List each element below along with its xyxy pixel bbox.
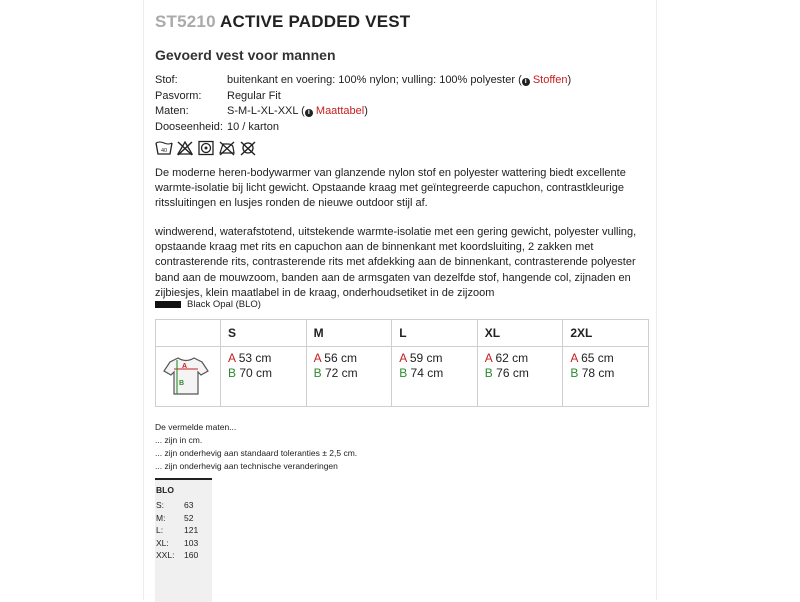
measure-b-label: B	[179, 380, 185, 387]
no-dry-clean-icon	[239, 140, 257, 156]
maattabel-link[interactable]: Maattabel	[315, 105, 365, 117]
quantity-header: BLO	[156, 485, 174, 495]
size-column	[478, 320, 564, 406]
size-column	[563, 320, 648, 406]
size-header: M	[307, 320, 392, 347]
info-icon: i	[305, 109, 313, 117]
spec-row-maten	[155, 104, 571, 120]
quantity-row: L: 121	[156, 525, 199, 536]
info-icon: i	[522, 78, 530, 86]
spec-label: Dooseenheid:	[155, 120, 223, 133]
note-line: ... zijn onderhevig aan technische veranderingen	[155, 461, 338, 471]
color-swatch	[155, 301, 181, 308]
size-header: 2XL	[563, 320, 648, 347]
color-label: Black Opal (BLO)	[187, 299, 261, 310]
size-values: A 53 cm B 70 cm	[228, 351, 273, 380]
size-table	[155, 319, 649, 407]
note-line: ... zijn onderhevig aan standaard toleranties ± 2,5 cm.	[155, 448, 358, 458]
no-iron-icon	[218, 140, 236, 156]
no-bleach-icon	[176, 140, 194, 156]
product-subtitle: Gevoerd vest voor mannen	[155, 47, 336, 63]
spec-label: Pasvorm:	[155, 89, 202, 102]
right-divider	[656, 0, 657, 600]
note-line: ... zijn in cm.	[155, 435, 203, 445]
size-column	[221, 320, 307, 406]
size-notes	[155, 421, 357, 473]
product-features: windwerend, waterafstotend, uitstekende warmte-isolatie met een gering gewicht, polyester vulling, opstaande kraag met rits en capuchon aan de binnenkant met koordsluiting, 2 zakken met contrasterende rits, contrasterende rits met afdekking aan de binnenkant, contrasterende polyester band aan de mouwzoom, banden aan de armsgaten van dezelfde stof, hangende col, zijnaden en zijbiesjes, klein maatlabel in de kraag, onderhoudsetiket in de zijzoom	[155, 226, 637, 299]
size-values: A 65 cm B 78 cm	[570, 351, 615, 380]
spec-label: Maten:	[155, 105, 189, 117]
quantity-row: XXL: 160	[156, 550, 199, 561]
measure-a-label: A	[182, 363, 188, 370]
spec-value: 10 / karton	[227, 120, 279, 133]
spec-value: buitenkant en voering: 100% nylon; vulling: 100% polyester ( i Stoffen)	[227, 74, 572, 86]
note-line: De vermelde maten...	[155, 422, 237, 432]
product-code: ST5210	[155, 12, 216, 31]
quantity-row: S: 63	[156, 500, 194, 511]
spec-value: Regular Fit	[227, 89, 281, 102]
size-values: A 59 cm B 74 cm	[399, 351, 444, 380]
left-divider	[143, 0, 144, 600]
size-column	[307, 320, 393, 406]
size-header: L	[392, 320, 477, 347]
right-margin	[657, 0, 800, 600]
spec-value: S-M-L-XL-XXL ( i Maattabel)	[227, 105, 368, 117]
tshirt-measurement-icon	[162, 354, 210, 398]
spec-row-dooseenheid	[155, 120, 571, 136]
color-option	[155, 299, 261, 310]
quantity-row: XL: 103	[156, 537, 199, 548]
spec-list	[155, 73, 571, 135]
size-values: A 62 cm B 76 cm	[484, 351, 529, 380]
product-description: De moderne heren-bodywarmer van glanzende nylon stof en polyester wattering biedt excellente warmte-isolatie bij licht gewicht. Opstaande kraag met geïntegreerde capuchon, contrastkleurige ritssluitingen en lusjes ronden de nieuwe outdoor stijl af.	[155, 167, 626, 210]
spec-row-pasvorm	[155, 89, 571, 105]
size-table-diagram-column	[156, 320, 221, 406]
left-margin	[0, 0, 143, 600]
quantity-row: M: 52	[156, 512, 194, 523]
spec-row-stof	[155, 73, 571, 89]
wash-temp-label: 40	[160, 148, 168, 154]
size-column	[392, 320, 478, 406]
product-name: ACTIVE PADDED VEST	[220, 12, 411, 31]
product-title	[155, 12, 410, 32]
no-tumble-dry-icon	[197, 140, 215, 156]
size-values: A 56 cm B 72 cm	[313, 351, 358, 380]
size-header: S	[221, 320, 306, 347]
quantity-table	[155, 478, 212, 602]
care-icons	[155, 140, 257, 156]
wash-40-icon	[155, 140, 173, 156]
size-header-empty	[156, 320, 220, 347]
stoffen-link[interactable]: Stoffen	[532, 74, 568, 86]
spec-label: Stof:	[155, 74, 178, 86]
size-header: XL	[478, 320, 563, 347]
